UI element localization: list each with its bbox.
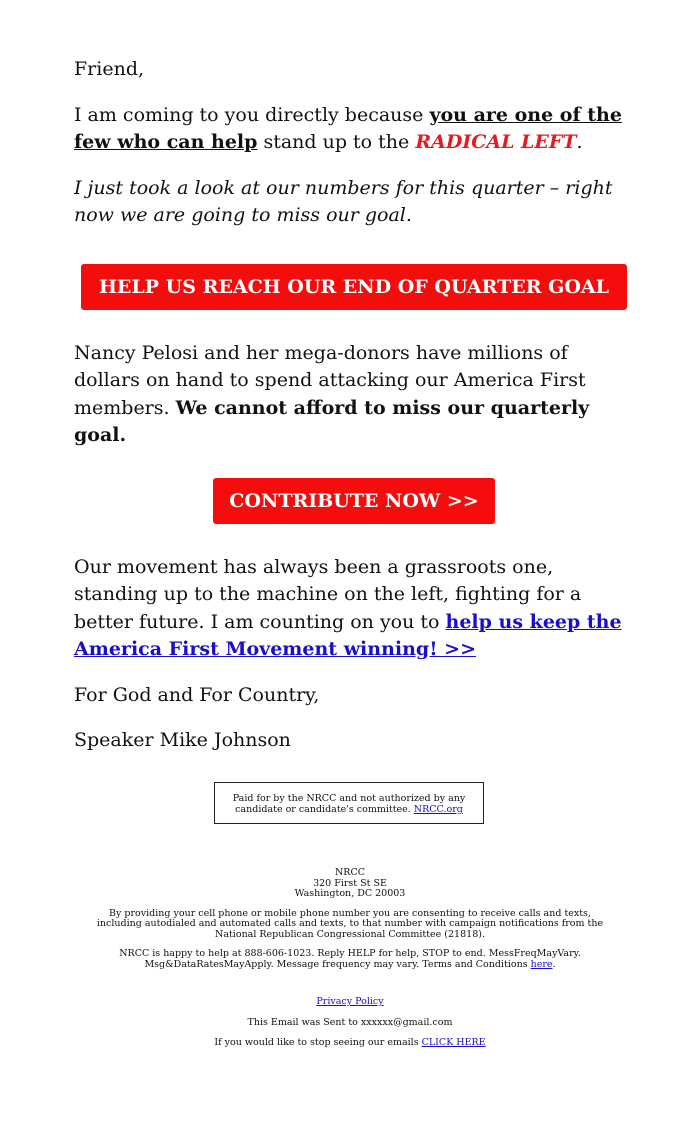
footer-help-end: .: [552, 958, 556, 970]
intro-text: I am coming to you directly because: [74, 103, 430, 126]
movement-paragraph: [74, 554, 634, 664]
footer-consent: By providing your cell phone or mobile phone number you are consenting to receive calls and texts, including autodialed and automated calls and texts, to that number with campaign notifications from the National Republican Congressional Committee (21818).: [96, 907, 604, 940]
reach-goal-button[interactable]: HELP US REACH OUR END OF QUARTER GOAL: [81, 264, 627, 310]
keep-winning-link[interactable]: help us keep the America First Movement winning! >>: [74, 610, 622, 660]
radical-left-text: RADICAL LEFT: [415, 131, 577, 153]
signature: Speaker Mike Johnson: [74, 729, 291, 751]
unsubscribe-text: If you would like to stop seeing our emails: [214, 1037, 422, 1048]
footer-help-text: NRCC is happy to help at 888-606-1023. Reply HELP for help, STOP to end. MessFreqMayVary. Msg&DataRatesMayApply. Message frequency may vary. Terms and Conditions: [119, 948, 581, 970]
movement-text: Our movement has always been a grassroots one, standing up to the machine on the left, fighting for a better future. I am counting on you to: [74, 555, 582, 633]
emphasis-text: you are one of the few who can help: [74, 103, 622, 153]
footer-help: [90, 949, 610, 970]
greeting: Friend,: [74, 58, 145, 80]
footer-org: NRCC: [334, 867, 365, 878]
closing: For God and For Country,: [74, 683, 320, 706]
contribute-now-button[interactable]: CONTRIBUTE NOW >>: [213, 478, 495, 524]
intro-mid-text: stand up to the: [257, 131, 416, 153]
intro-end: .: [576, 131, 583, 153]
paid-for-disclaimer: [214, 782, 484, 824]
unsubscribe-link[interactable]: CLICK HERE: [421, 1037, 486, 1048]
footer-street: 320 First St SE: [313, 877, 387, 889]
footer-sent-to: This Email was Sent to xxxxxx@gmail.com: [247, 1016, 453, 1028]
terms-link[interactable]: here: [530, 958, 553, 970]
intro-paragraph: [74, 102, 634, 157]
footer-city: Washington, DC 20003: [294, 888, 406, 899]
cta-goal-wrap: [74, 264, 634, 310]
disclaimer-text: Paid for by the NRCC and not authorized by any candidate or candidate's committee.: [232, 793, 466, 815]
pelosi-paragraph: [74, 340, 634, 450]
goal-paragraph: I just took a look at our numbers for this quarter – right now we are going to miss our goal.: [74, 176, 613, 226]
pelosi-text: Nancy Pelosi and her mega-donors have millions of dollars on hand to spend attacking our America First members.: [74, 341, 586, 419]
footer-privacy: [90, 997, 610, 1008]
privacy-policy-link[interactable]: Privacy Policy: [316, 996, 384, 1007]
nrcc-org-link[interactable]: NRCC.org: [413, 804, 463, 815]
footer-unsubscribe: [90, 1038, 610, 1049]
email-body: [74, 56, 634, 773]
pelosi-bold-text: We cannot afford to miss our quarterly goal.: [74, 396, 590, 446]
email-footer: [90, 868, 610, 1049]
cta-contribute-wrap: [74, 478, 634, 524]
